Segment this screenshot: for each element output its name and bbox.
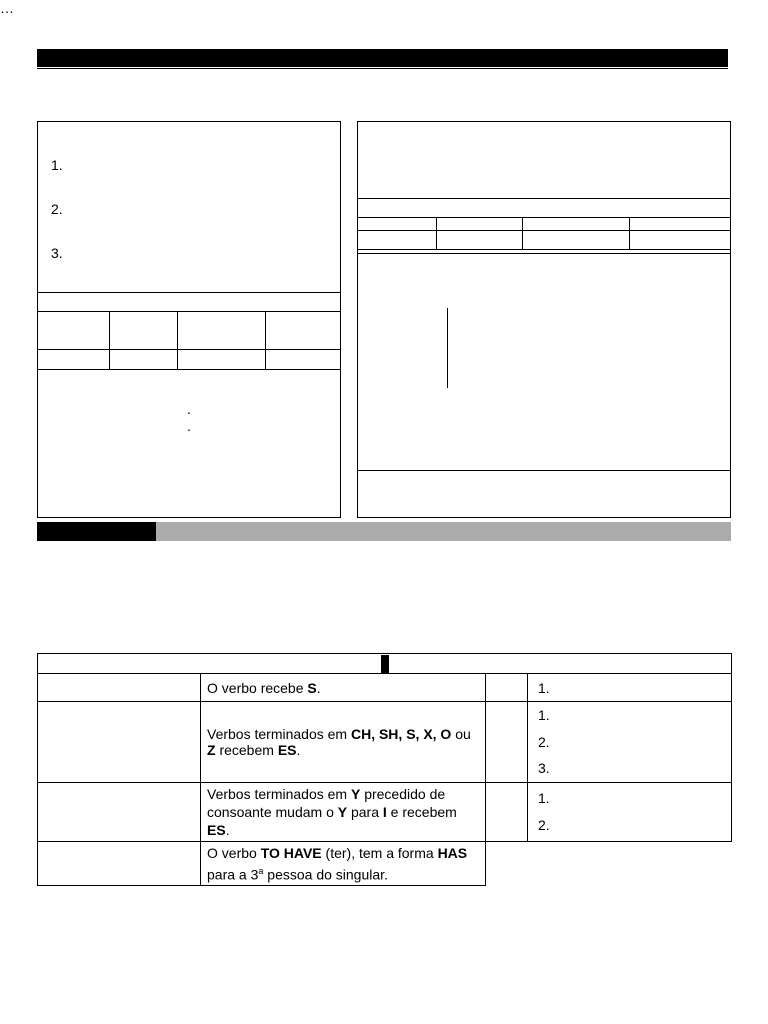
cell-translation [630,231,731,250]
cell-infinitive [38,350,110,370]
particularities-table [37,653,732,886]
exercise-item [16,599,44,626]
cell-past [437,231,523,250]
col-infinitivo [358,218,437,231]
examples-box [37,121,341,518]
cell-past [110,350,178,370]
structure-box [357,121,731,518]
rule-desc-ii: Verbos terminados em Y precedido de consoante mudam o Y para I e recebem ES. [201,782,486,841]
rule-desc-geral: O verbo recebe S. [201,674,486,702]
example-1: 1. [51,157,71,173]
rule-examples-i: 1. 2. 3. [528,702,732,783]
exercise-item [16,546,44,573]
exercises-a-label [37,522,156,541]
rule-desc-iii: O verbo TO HAVE (ter), tem a forma HAS para a 3$^a$ pessoa do singular. [201,841,486,886]
rule-examples-ii: 1. 2. [528,782,732,841]
cell-participle [178,350,266,370]
cell-infinitive [358,231,437,250]
verb-table-work [357,198,731,250]
usos-item [388,488,406,502]
exercises-a-bar [37,522,731,541]
exercises-a-list [16,546,44,652]
rule-name-iii [38,841,201,886]
col-infinitivo [38,312,110,350]
ex-label [486,782,528,841]
col-participio [178,312,266,350]
col-passado [110,312,178,350]
verb-table-drink [37,292,341,370]
exercise-item [16,626,44,653]
rule-explanation: . . [187,401,191,434]
ex-label [486,702,528,783]
example-2: 2. [51,201,71,217]
usos-item [388,502,406,516]
col-traducao [630,218,731,231]
example-3: 3. [51,245,71,261]
rule-name-geral [38,674,201,702]
col-traducao [266,312,341,350]
rule-desc-i: Verbos terminados em CH, SH, S, X, O ou Z recebem ES. [201,702,486,783]
ex-label [486,674,528,702]
verb-table-title [38,293,341,312]
header-bar [37,49,728,67]
rule-name-i [38,702,201,783]
col-passado [437,218,523,231]
particularities-title-cell [38,654,732,674]
usos-list [388,488,406,516]
cell-translation [266,350,341,370]
rule-examples-geral: 1. [528,674,732,702]
verb-table-title [358,199,731,218]
rule-name-ii [38,782,201,841]
cell-participle [523,231,630,250]
particularities-title [381,655,389,673]
col-participio [523,218,630,231]
exercise-item [16,573,44,600]
